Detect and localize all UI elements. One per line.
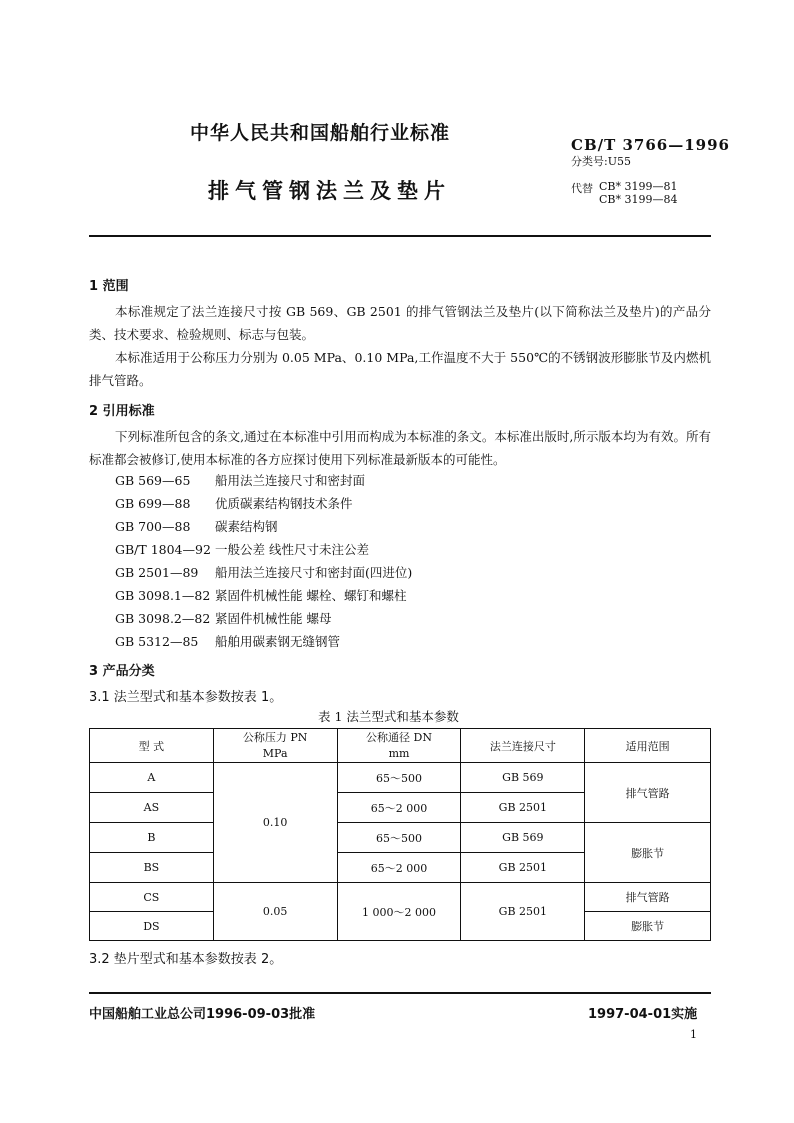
reference-item (115, 586, 406, 604)
issuing-body-title: 中华人民共和国船舶行业标准 (190, 122, 451, 144)
standard-number: CB/T 3766—1996 (571, 136, 730, 154)
cell-type: BS (90, 853, 214, 883)
header-dn (337, 729, 461, 763)
reference-code: GB 5312—85 (115, 634, 199, 649)
cell-dn: 65～500 (337, 823, 461, 853)
cell-connection: GB 2501 (461, 853, 585, 883)
header-type: 型 式 (90, 729, 214, 763)
reference-code: GB 700—88 (115, 519, 191, 534)
header-dn-unit: mm (388, 746, 410, 760)
reference-title: 优质碳素结构钢技术条件 (214, 496, 353, 511)
reference-code: GB 3098.1—82 (115, 588, 211, 603)
cell-dn: 65～2 000 (337, 793, 461, 823)
cell-type: CS (90, 883, 214, 912)
header-pn-label: 公称压力 PN (242, 730, 308, 744)
document-title: 排气管钢法兰及垫片 (208, 179, 451, 203)
reference-code: GB 699—88 (115, 496, 191, 511)
replaces-standard-1: CB* 3199—81 (599, 180, 678, 193)
reference-title: 紧固件机械性能 螺栓、螺钉和螺柱 (214, 588, 407, 603)
cell-type: AS (90, 793, 214, 823)
reference-item (115, 517, 278, 535)
reference-code: GB 2501—89 (115, 565, 199, 580)
cell-pn-group-2: 0.05 (213, 883, 337, 941)
table-1-caption: 表 1 法兰型式和基本参数 (318, 709, 459, 724)
cell-scope-bellows: 膨胀节 (585, 823, 711, 883)
reference-item (115, 471, 365, 489)
classification-number: 分类号:U55 (571, 155, 631, 168)
approval-statement: 中国船舶工业总公司1996-09-03批准 (89, 1007, 316, 1022)
reference-title: 一般公差 线性尺寸未注公差 (214, 542, 369, 557)
cell-scope-cs: 排气管路 (585, 883, 711, 912)
reference-item (115, 632, 340, 650)
header-connection: 法兰连接尺寸 (461, 729, 585, 763)
replaces-label: 代替 (571, 182, 593, 195)
cell-pn-group-1: 0.10 (213, 763, 337, 883)
page-number: 1 (690, 1028, 697, 1041)
cell-connection-group-2: GB 2501 (461, 883, 585, 941)
reference-item (115, 494, 353, 512)
reference-title: 船用法兰连接尺寸和密封面(四进位) (214, 565, 413, 580)
cell-dn: 65～2 000 (337, 853, 461, 883)
table-row (90, 763, 711, 793)
reference-item (115, 540, 369, 558)
cell-scope-exhaust: 排气管路 (585, 763, 711, 823)
section-2-heading: 2 引用标准 (89, 404, 155, 419)
reference-title: 船用法兰连接尺寸和密封面 (214, 473, 365, 488)
section-1-heading: 1 范围 (89, 279, 129, 294)
cell-connection: GB 2501 (461, 793, 585, 823)
header-dn-label: 公称通径 DN (366, 730, 432, 744)
cell-type: A (90, 763, 214, 793)
cell-connection: GB 569 (461, 823, 585, 853)
replaces-standard-2: CB* 3199—84 (599, 193, 678, 206)
reference-item (115, 563, 412, 581)
clause-3-1: 3.1 法兰型式和基本参数按表 1。 (89, 690, 283, 705)
table-1 (89, 728, 711, 941)
cell-scope-ds: 膨胀节 (585, 912, 711, 941)
table-row (90, 883, 711, 912)
reference-title: 船舶用碳素钢无缝钢管 (214, 634, 340, 649)
cell-type: DS (90, 912, 214, 941)
reference-title: 碳素结构钢 (214, 519, 278, 534)
reference-title: 紧固件机械性能 螺母 (214, 611, 332, 626)
cell-connection: GB 569 (461, 763, 585, 793)
header-pn-unit: MPa (262, 746, 288, 760)
cell-dn-group-2: 1 000～2 000 (337, 883, 461, 941)
reference-code: GB/T 1804—92 (115, 542, 211, 557)
header-rule (89, 235, 711, 237)
header-pn (213, 729, 337, 763)
clause-3-2: 3.2 垫片型式和基本参数按表 2。 (89, 952, 283, 967)
table-row (90, 823, 711, 853)
implementation-date: 1997-04-01实施 (588, 1007, 698, 1022)
table-header-row (90, 729, 711, 763)
reference-item (115, 609, 331, 627)
cell-type: B (90, 823, 214, 853)
section-1-paragraph-2: 本标准适用于公称压力分别为 0.05 MPa、0.10 MPa,工作温度不大于 550℃的不锈钢波形膨胀节及内燃机排气管路。 (89, 350, 711, 388)
header-scope: 适用范围 (585, 729, 711, 763)
section-3-heading: 3 产品分类 (89, 664, 155, 679)
section-2-paragraph: 下列标准所包含的条文,通过在本标准中引用而构成为本标准的条文。本标准出版时,所示版本均为有效。所有标准都会被修订,使用本标准的各方应探讨使用下列标准最新版本的可能性。 (89, 429, 711, 467)
reference-code: GB 569—65 (115, 473, 191, 488)
reference-code: GB 3098.2—82 (115, 611, 211, 626)
section-1-paragraph-1: 本标准规定了法兰连接尺寸按 GB 569、GB 2501 的排气管钢法兰及垫片(以下简称法兰及垫片)的产品分类、技术要求、检验规则、标志与包装。 (89, 304, 711, 342)
cell-dn: 65～500 (337, 763, 461, 793)
footer-rule (89, 992, 711, 994)
